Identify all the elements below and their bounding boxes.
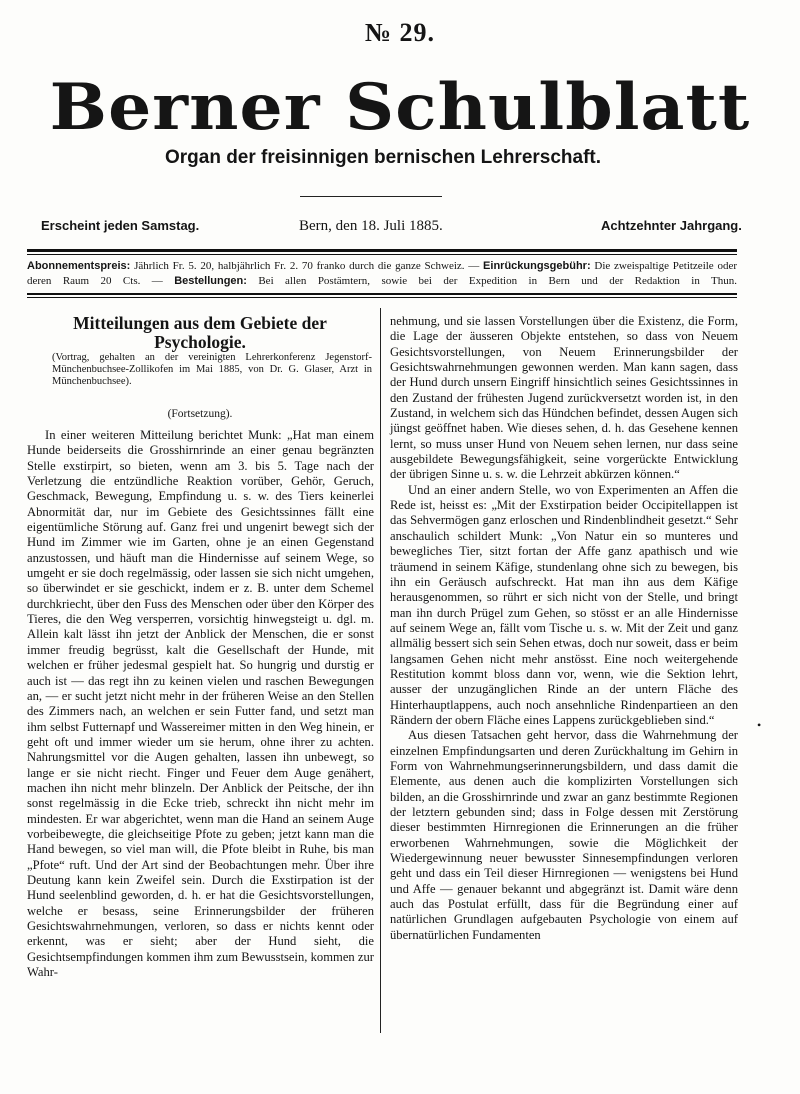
right-paragraph: Aus diesen Tatsachen geht hervor, dass die Wahrnehmung der einzelnen Empfindungsarten und deren Zurückhaltung im Gehirn in Form von Wahrnehmungserinnerungsbildern, und dass damit die Elemente, aus denen auch die komplizirten Vorstellungen sich bilden, an die Grosshirnrinde und zwar an ganz bestimmte Regionen der letztern gebunden sind; dass in Folge dessen mit Zerstörung dieser bestimmten Hirnregionen die Erinnerungen an die früher erworbenen Wahrnehmungen, sowie die Möglichkeit der Wiedergewinnung neuer bewusster Sinnesempfindungen verloren geht und dass ein Teil dieser Hirnregionen — wenigstens bei Hund und Affe — genauer bekannt und abgegränzt ist. Damit wäre denn auch das Postulat erfüllt, dass für die Begründung einer auf natürlichen Grundlagen aufgebauten Psychologie von einem auf übernatürlichen Fundamenten bbox=[390, 728, 738, 942]
orders-label: Bestellungen: bbox=[174, 275, 247, 287]
masthead-subtitle: Organ der freisinnigen bernischen Lehrerschaft. bbox=[164, 147, 602, 168]
subscription-info bbox=[27, 259, 737, 289]
right-paragraph: nehmung, und sie lassen Vorstellungen über die Existenz, die Form, die Lage der äusseren Objekte entstehen, so dass von Neuem Gesichtsvorstellungen, von Neuem Erinnerungsbilder der Gesichtswahrnehmungen gewonnen werden. Man kann sagen, dass der Hund durch unsern Eingriff hinsichtlich seines Gesichtssinnes in den Zustand der frühesten Jugend zurückversetzt worden ist, in den Zustand, in welchem sich das Hündchen befindet, dessen Augen sich jüngst geöffnet haben. Wie dieses sehen, d. h. das Gesehene kennen lernt, so muss unser Hund von Neuem sehen lernen, nur dass seine ausgebildete Bewegungsfähigkeit, seine vorgerückte Entwicklung der übrigen Sinne u. s. w. die Lehrzeit abkürzen können.“ bbox=[390, 314, 738, 482]
column-divider bbox=[380, 308, 381, 1033]
lecture-note: (Vortrag, gehalten an der vereinigten Lehrerkonferenz Jegenstorf-Münchenbuchsee-Zollikofen im Mai 1885, von Dr. G. Glaser, Arzt in Münchenbuchsee). bbox=[52, 352, 372, 387]
right-paragraph: Und an einer andern Stelle, wo von Experimenten an Affen die Rede ist, heisst es: „Mit der Exstirpation beider Occipitellappen ist das Sehvermögen ganz erloschen und Rindenblindheit gesetzt.“ Sehr anschaulich schildert Munk: „Von Natur ein so munteres und bewegliches Tier, sitzt fortan der Affe ganz apathisch und wie träumend in seinem Käfige, stundenlang ohne sich zu bewegen, bis ihn ein Geräusch aufschreckt. Hat man ihn aus dem Käfige herausgenommen, so rührt er sich nicht von der Stelle, und bringt man ihn durch Prügel zum Gehen, so stösst er an alle Hindernisse auf seinem Wege an, fällt vom Tische u. s. w. Mit der Zeit und ganz allmälig bessert sich sein Sehen etwas, doch nur soweit, dass er beim langsamen Gehen nicht mehr anstösst. Eine noch weitergehende Restitution kommt bloss dann vor, wenn, wie die Sektion lehrt, ausser der unzugänglichen Rinde an der untern Fläche des Hinterhauptlappens, auch noch ansehnliche Rindenpartieen an den Rändern der obern Fläche eines Lappens zurückgeblieben sind.“ bbox=[390, 482, 738, 727]
header-rule-top bbox=[27, 249, 737, 252]
article-title: Mitteilungen aus dem Gebiete der Psychologie. bbox=[73, 313, 327, 352]
header-rule-top-thin bbox=[27, 254, 737, 255]
left-paragraph: In einer weiteren Mitteilung berichtet Munk: „Hat man einem Hunde beiderseits die Grosshirnrinde an einer genau begränzten Stelle exstirpirt, so bieten, wenn am 3. bis 5. Tage nach der Verletzung die entzündliche Reaktion vorüber, Gehör, Geruch, Geschmack, Bewegung, Empfindung u. s. w. des Tiers keinerlei Abnormität dar, nur im Gebiete des Gesichtssinnes fällt eine eigentümliche Störung auf. Ganz frei und ungenirt bewegt sich der Hund im Zimmer wie im Garten, ohne je an einen Gegenstand anzustossen, und häuft man die Hindernisse auf seinem Wege, so umgeht er sie doch regelmässig, oder lassen sie sich nicht umgehen, so überwindet er sie geschickt, indem er z. B. unter dem Schemel durchkriecht, über den Fuss des Menschen oder über den Körper des Tieres, die den Weg versperren, vorsichtig hinwegsteigt u. dgl. m. Allein kalt lässt ihn jetzt der Anblick der Menschen, die er sonst immer freudig begrüsst, kalt die Gesellschaft der Hunde, mit welchen er früher jedesmal gespielt hat. So hungrig und durstig er auch ist — das regt ihn zu keinen vielen und raschen Bewegungen an, — er sucht jetzt nicht mehr in der früheren Weise an den Stellen des Zimmers nach, an welchen er sein Futter fand, und setzt man ihm selbst Futternapf und Wassereimer mitten in den Weg hinein, er geht oft und immer wieder um sie herum, ohne ihrer zu achten. Nahrungsmittel vor die Augen gehalten, lassen ihn unbewegt, so lange er sie nicht riecht. Finger und Feuer dem Auge genähert, machen ihn nicht mehr blinzeln. Der Anblick der Peitsche, der ihn sonst regelmässig in die Ecke trieb, schreckt ihn nicht mehr im mindesten. Er war abgerichtet, wenn man die Hand an seinem Auge vorbeibewegte, die gleichseitige Pfote zu geben; jetzt kann man die Hand bewegen, so viel man will, die Pfote bleibt in Ruhe, bis man „Pfote“ ruft. Und der Art sind der Beobachtungen mehr. Über ihre Deutung kann kein Zweifel sein. Durch die Exstirpation ist der Hund seelenblind geworden, d. h. er hat die Gesichtsvorstellungen, welche er besass, seine Erinnerungsbilder der früheren Gesichtswahrnehmungen, verloren, so dass er nichts kennt oder erkennt, was er sieht; aber der Hund sieht, die Gesichtsempfindungen kommen ihm zum Bewusstsein, kommen zur Wahr- bbox=[27, 428, 374, 980]
header-rule-bottom bbox=[27, 293, 737, 295]
left-column-text bbox=[27, 428, 374, 980]
insertion-fee-text: Die zweispaltige Petitzeile oder deren Raum 20 Cts. — bbox=[27, 260, 737, 287]
publication-schedule: Erscheint jeden Samstag. bbox=[41, 218, 200, 233]
insertion-fee-label: Einrückungsgebühr: bbox=[483, 260, 591, 272]
header-rule-bottom-thin bbox=[27, 297, 737, 298]
masthead-title: Berner Schulblatt bbox=[49, 70, 751, 145]
short-divider bbox=[300, 196, 442, 197]
issue-number: № 29. bbox=[364, 18, 436, 47]
volume-year: Achtzehnter Jahrgang. bbox=[601, 218, 742, 233]
continuation-note: (Fortsetzung). bbox=[167, 408, 233, 420]
date-line: Bern, den 18. Juli 1885. bbox=[299, 218, 443, 234]
margin-mark: • bbox=[757, 718, 762, 732]
right-column-text bbox=[390, 314, 738, 943]
orders-text: Bei allen Postämtern, sowie bei der Expedition in Bern und der Redaktion in Thun. bbox=[258, 275, 738, 287]
subscription-price-label: Abonnementspreis: bbox=[27, 260, 131, 272]
subscription-price-text: Jährlich Fr. 5. 20, halbjährlich Fr. 2. 70 franko durch die ganze Schweiz. — bbox=[134, 260, 480, 272]
